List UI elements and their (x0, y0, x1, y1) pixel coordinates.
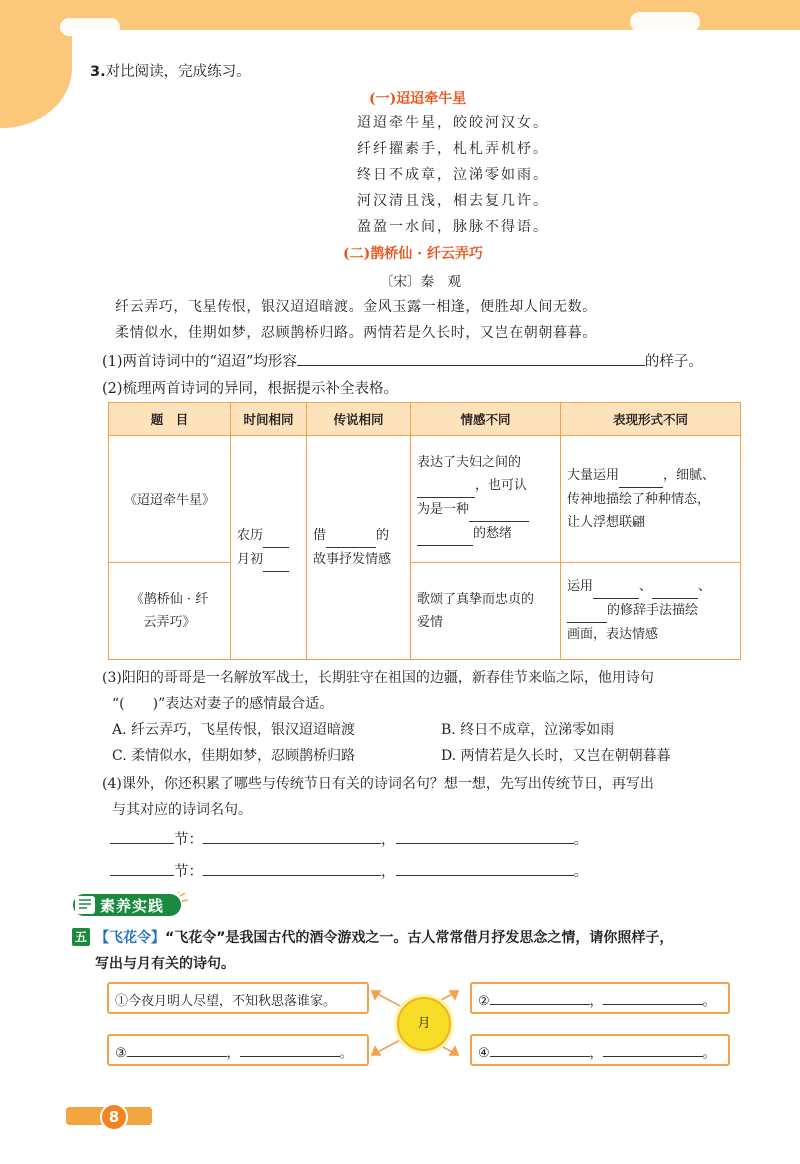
period: 。 (573, 864, 588, 880)
time-text: 月初 (237, 551, 264, 567)
poem1-line: 纤纤擢素手，札札弄机杼。 (357, 141, 549, 157)
table-row (109, 562, 741, 659)
form-cell (561, 436, 741, 563)
header-time: 时间相同 (231, 403, 307, 436)
form-text: 、 (698, 579, 712, 595)
left-band (0, 0, 72, 128)
answer-blank[interactable] (593, 575, 639, 599)
answer-line (115, 1042, 353, 1061)
answer-blank[interactable] (619, 464, 663, 488)
answer-blank[interactable] (326, 524, 376, 548)
moon-center: 月 (397, 997, 451, 1051)
q5-tag: 【飞花令】 (95, 930, 165, 946)
legend-text: 故事抒发情感 (313, 552, 392, 567)
answer-blank[interactable] (240, 1042, 340, 1057)
festival-blank[interactable] (110, 829, 174, 844)
time-text: 农历 (237, 527, 264, 543)
festival-label: 节： (174, 832, 203, 848)
period: 。 (339, 1046, 353, 1061)
page-number: 8 (100, 1103, 128, 1131)
comma: ， (589, 994, 603, 1009)
q5-prompt-line2: 写出与月有关的诗句。 (95, 956, 235, 972)
poem2-author: 〔宋〕秦 观 (380, 274, 461, 290)
q5-text: “飞花令”是我国古代的酒令游戏之一。古人常常借月抒发思念之情，请你照样子， (165, 930, 674, 946)
answer-blank[interactable] (469, 498, 529, 522)
poem-blank[interactable] (203, 861, 381, 876)
festival-answer-line (110, 828, 588, 849)
answer-blank[interactable] (490, 1042, 590, 1057)
comma: ， (589, 1046, 603, 1061)
answer-blank[interactable] (603, 1042, 703, 1057)
form-text: 的修辞手法描绘 (607, 603, 699, 619)
period: 。 (573, 832, 588, 848)
answer-box-4 (470, 1034, 730, 1066)
festival-blank[interactable] (110, 861, 174, 876)
legend-text: 借 (313, 528, 327, 543)
comma: ， (381, 864, 396, 880)
sub-question-4-line1: (4)课外，你还积累了哪些与传统节日有关的诗词名句？想一想，先写出传统节日，再写出 (102, 776, 654, 792)
form-text: 、 (639, 579, 653, 595)
period: 。 (702, 1046, 716, 1061)
question-number: 3. (90, 64, 106, 80)
emotion-text: 的愁绪 (473, 526, 513, 542)
option-d[interactable]: D. 两情若是久长时，又岂在朝朝暮暮 (441, 748, 671, 764)
emotion-cell (411, 562, 561, 659)
answer-blank[interactable] (567, 599, 607, 623)
cloud-decoration (630, 12, 700, 32)
box-number: ④ (478, 1046, 490, 1061)
form-text: ，细腻、 (663, 467, 716, 483)
form-text: 运用 (567, 579, 594, 595)
question-3-heading (90, 60, 251, 81)
poem2-line: 柔情似水，佳期如梦，忍顾鹊桥归路。两情若是久长时，又岂在朝朝暮暮。 (115, 325, 597, 341)
option-a[interactable]: A. 纤云弄巧，飞星传恨，银汉迢迢暗渡 (112, 722, 356, 738)
period: 。 (702, 994, 716, 1009)
answer-box-3 (107, 1034, 369, 1066)
example-box (107, 982, 369, 1014)
emotion-text: ，也可认 (475, 478, 528, 494)
sub-question-2: (2)梳理两首诗词的异同，根据提示补全表格。 (102, 381, 399, 397)
form-text: 让人浮想联翩 (567, 514, 646, 530)
answer-line (478, 1042, 716, 1061)
comma: ， (226, 1046, 240, 1061)
answer-blank[interactable] (652, 575, 698, 599)
form-cell (561, 562, 741, 659)
question-title: 对比阅读，完成练习。 (105, 64, 251, 80)
option-b[interactable]: B. 终日不成章，泣涕零如雨 (441, 722, 615, 738)
q5-prompt (95, 927, 673, 947)
answer-line (478, 990, 716, 1009)
answer-blank[interactable] (417, 522, 473, 546)
poem-blank[interactable] (396, 861, 574, 876)
answer-blank[interactable] (603, 990, 703, 1005)
emotion-text: 爱情 (417, 614, 444, 630)
emotion-text: 为是一种 (417, 502, 470, 518)
row-title-line: 云弄巧》 (143, 614, 196, 630)
answer-blank[interactable] (297, 351, 645, 366)
answer-blank[interactable] (417, 474, 475, 498)
answer-blank[interactable] (127, 1042, 227, 1057)
sub-question-4-line2: 与其对应的诗词名句。 (112, 802, 252, 818)
poem2-line: 纤云弄巧，飞星传恨，银汉迢迢暗渡。金风玉露一相逢，便胜却人间无数。 (115, 299, 597, 315)
section-badge (72, 892, 188, 918)
emotion-cell (411, 436, 561, 563)
row-title: 《迢迢牵牛星》 (109, 436, 231, 563)
form-text: 画面，表达情感 (567, 627, 659, 643)
comparison-table (108, 402, 741, 660)
form-text: 大量运用 (567, 467, 620, 483)
poem1-line: 盈盈一水间，脉脉不得语。 (357, 219, 549, 235)
header-title: 题 目 (109, 403, 231, 436)
time-cell (231, 436, 307, 660)
festival-label: 节： (174, 864, 203, 880)
poem-blank[interactable] (203, 829, 381, 844)
row-title (109, 562, 231, 659)
option-c[interactable]: C. 柔情似水，佳期如梦，忍顾鹊桥归路 (112, 748, 356, 764)
header-legend: 传说相同 (307, 403, 411, 436)
header-emotion: 情感不同 (411, 403, 561, 436)
answer-box-2 (470, 982, 730, 1014)
poem1-title: (一)迢迢牵牛星 (369, 91, 467, 107)
sub1-suffix: 的样子。 (644, 354, 703, 370)
answer-blank[interactable] (263, 548, 289, 572)
box-number: ② (478, 994, 490, 1009)
legend-cell (307, 436, 411, 660)
box-number: ③ (115, 1046, 127, 1061)
comma: ， (381, 832, 396, 848)
poem-blank[interactable] (396, 829, 574, 844)
row-title-line: 《鹊桥仙 · 纤 (130, 591, 209, 607)
table-row (109, 436, 741, 563)
legend-text: 的 (376, 528, 390, 543)
emotion-text: 表达了夫妇之间的 (417, 455, 522, 471)
festival-answer-line (110, 860, 588, 881)
example-text: ①今夜月明人尽望，不知秋思落谁家。 (115, 994, 337, 1009)
answer-blank[interactable] (490, 990, 590, 1005)
cloud-decoration (60, 18, 120, 36)
poem2-title: (二)鹊桥仙 · 纤云弄巧 (343, 246, 483, 262)
sub1-prefix: (1)两首诗词中的“迢迢”均形容 (102, 354, 297, 370)
section-title: 素养实践 (100, 897, 165, 915)
poem1-line: 河汉清且浅，相去复几许。 (357, 193, 549, 209)
table-header-row (109, 403, 741, 436)
sub-question-3-line1: (3)阳阳的哥哥是一名解放军战士，长期驻守在祖国的边疆，新春佳节来临之际，他用诗句 (102, 670, 654, 686)
form-text: 传神地描绘了种种情态， (567, 491, 711, 507)
q5-number-badge: 五 (72, 928, 90, 946)
sub-question-1 (102, 350, 703, 371)
answer-blank[interactable] (263, 524, 289, 548)
poem1-line: 迢迢牵牛星，皎皎河汉女。 (357, 115, 549, 131)
emotion-text: 歌颂了真挚而忠贞的 (417, 591, 535, 607)
poem1-line: 终日不成章，泣涕零如雨。 (357, 167, 549, 183)
sub-question-3-line2: “( )”表达对妻子的感情最合适。 (112, 696, 334, 712)
header-form: 表现形式不同 (561, 403, 741, 436)
